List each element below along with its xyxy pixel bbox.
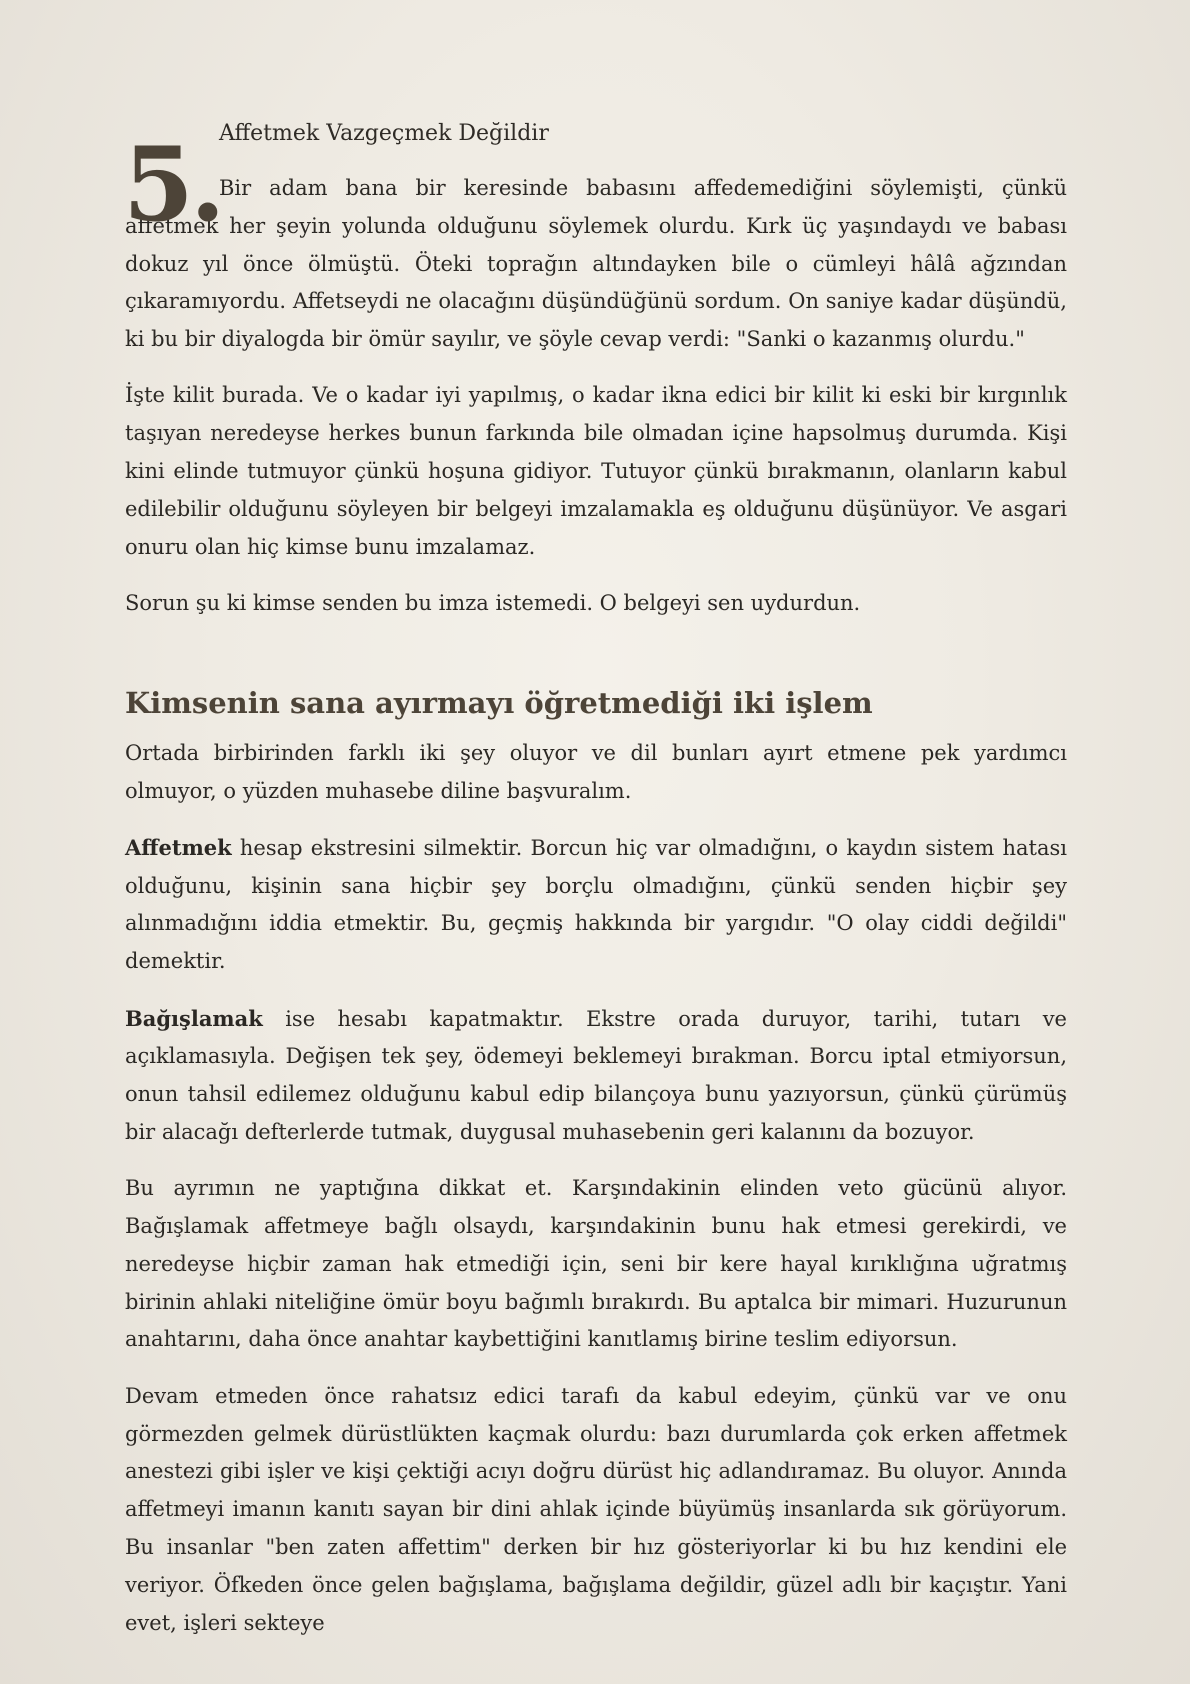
paragraph-bagislamak	[125, 1000, 1067, 1152]
document-page	[125, 108, 1067, 1661]
term-bagislamak: Bağışlamak	[125, 1005, 263, 1031]
chapter-header	[123, 108, 1067, 245]
term-affetmek: Affetmek	[125, 834, 232, 860]
paragraph-section-1: Ortada birbirinden farklı iki şey oluyor ve dil bunları ayırt etmene pek yardımcı olmuyor, o yüzden muhasebe diline başvuralım.	[125, 740, 1067, 803]
paragraph-affetmek	[125, 829, 1067, 981]
chapter-title: Affetmek Vazgeçmek Değildir	[219, 121, 549, 146]
paragraph-intro-2: İşte kilit burada. Ve o kadar iyi yapılmış, o kadar ikna edici bir kilit ki eski bir kırgınlık taşıyan neredeyse herkes bunun farkında bile olmadan içine hapsolmuş durumda. Kişi kini elinde tutmuyor çünkü hoşuna gidiyor. Tutuyor çünkü bırakmanın, olanların kabul edilebilir olduğunu söyleyen bir belgeyi imzalamakla eş olduğunu düşünüyor. Ve asgari onuru olan hiç kimse bunu imzalamaz.	[125, 383, 1067, 559]
bagislamak-definition: ise hesabı kapatmaktır. Ekstre orada duruyor, tarihi, tutarı ve açıklamasıyla. Değişen tek şey, ödemeyi beklemeyi bırakman. Borcu iptal etmiyorsun, onun tahsil edilemez olduğunu kabul edip bilançoya bunu yazıyorsun, çünkü çürümüş bir alacağı defterlerde tutmak, duygusal muhasebenin geri kalanını da bozuyor.	[125, 1006, 1067, 1144]
chapter-number: 5.	[123, 125, 222, 245]
section-heading: Kimsenin sana ayırmayı öğretmediği iki işlem	[125, 685, 873, 720]
paragraph-section-4: Bu ayrımın ne yaptığına dikkat et. Karşındakinin elinden veto gücünü alıyor. Bağışlamak affetmeye bağlı olsaydı, karşındakinin bunu hak etmesi gerekirdi, ve neredeyse hiçbir zaman hak etmediği için, seni bir kere hayal kırıklığına uğratmış birinin ahlaki niteliğine ömür boyu bağımlı bırakırdı. Bu aptalca bir mimari. Huzurunun anahtarını, daha önce anahtar kaybettiğini kanıtlamış birine teslim ediyorsun.	[125, 1176, 1067, 1352]
affetmek-definition: hesap ekstresini silmektir. Borcun hiç var olmadığını, o kaydın sistem hatası olduğunu, kişinin sana hiçbir şey borçlu olmadığını, çünkü senden hiçbir şey alınmadığını iddia etmektir. Bu, geçmiş hakkında bir yargıdır. "O olay ciddi değildi" demektir.	[125, 835, 1067, 974]
paragraph-intro-1: Bir adam bana bir keresinde babasını affedemediğini söylemişti, çünkü affetmek her şeyin yolunda olduğunu söylemek olurdu. Kırk üç yaşındaydı ve babası dokuz yıl önce ölmüştü. Öteki toprağın altındayken bile o cümleyi hâlâ ağzından çıkaramıyordu. Affetseydi ne olacağını düşündüğünü sordum. On saniye kadar düşündü, ki bu bir diyalogda bir ömür sayılır, ve şöyle cevap verdi: "Sanki o kazanmış olurdu."	[125, 176, 1067, 352]
paragraph-section-5: Devam etmeden önce rahatsız edici tarafı da kabul edeyim, çünkü var ve onu görmezden gelmek dürüstlükten kaçmak olurdu: bazı durumlarda çok erken affetmek anestezi gibi işler ve kişi çektiği acıyı doğru dürüst hiç adlandıramaz. Bu oluyor. Anında affetmeyi imanın kanıtı sayan bir dini ahlak içinde büyümüş insanlarda sık görüyorum. Bu insanlar "ben zaten affettim" derken bir hız gösteriyorlar ki bu hız kendini ele veriyor. Öfkeden önce gelen bağışlama, bağışlama değildir, güzel adlı bir kaçıştır. Yani evet, işleri sekteye	[125, 1383, 1067, 1635]
paragraph-intro-3: Sorun şu ki kimse senden bu imza istemedi. O belgeyi sen uydurdun.	[125, 590, 861, 615]
